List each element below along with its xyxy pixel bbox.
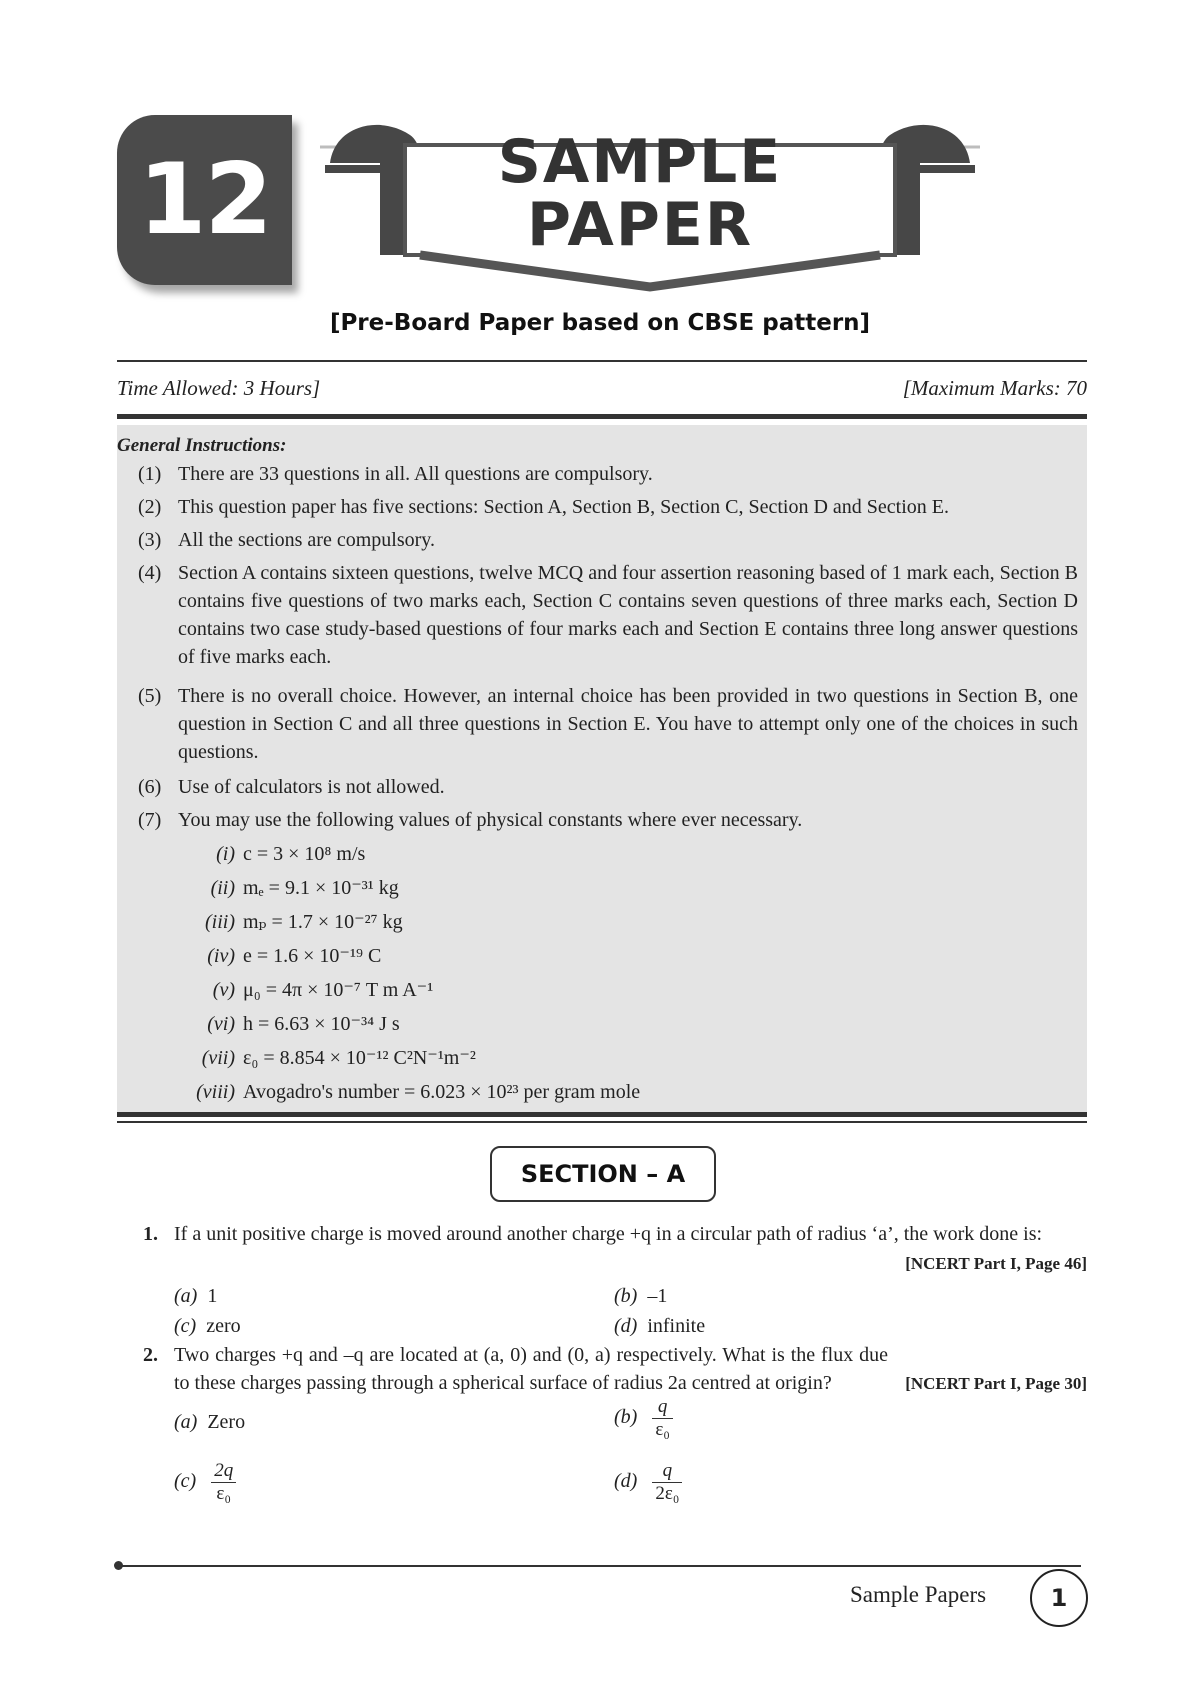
- instruction-item: (7) You may use the following values of physical constants where ever necessary.: [138, 809, 803, 831]
- constant-item: (iv) e = 1.6 × 10⁻¹⁹ C: [207, 945, 382, 967]
- question-2-option-c: (c) $\frac{2q}{\text{ε₀}}$: [174, 1460, 236, 1505]
- divider-top: [117, 360, 1087, 362]
- question-1: 1. If a unit positive charge is moved around another charge +q in a circular path of radius ‘a’, the work done is:: [143, 1223, 1043, 1245]
- divider-double-top: [117, 414, 1087, 419]
- title-line-1: SAMPLE: [497, 127, 783, 197]
- question-2: 2. Two charges +q and –q are located at (a, 0) and (0, a) respectively. What is the flux due to these charges passing through a spherical surface of radius 2a centred at origin?: [143, 1344, 888, 1394]
- instruction-item: (3) All the sections are compulsory.: [138, 529, 435, 551]
- instruction-item: (2) This question paper has five sections: Section A, Section B, Section C, Section D and Section E.: [138, 496, 949, 518]
- constant-item: (vi) h = 6.63 × 10⁻³⁴ J s: [207, 1013, 400, 1035]
- footer-line: [117, 1565, 1081, 1567]
- paper-subtitle: [Pre-Board Paper based on CBSE pattern]: [329, 310, 871, 336]
- question-1-option-a: (a) 1: [174, 1285, 218, 1307]
- paper-number: 12: [138, 143, 271, 257]
- divider-double-bottom-thin: [117, 1121, 1087, 1123]
- instruction-item: (6) Use of calculators is not allowed.: [138, 776, 445, 798]
- page-number: 1: [1030, 1569, 1088, 1627]
- section-a-heading: SECTION – A: [490, 1146, 716, 1202]
- instruction-item: (5) There is no overall choice. However, an internal choice has been provided in two questions in Section B, one question in Section C and all three questions in Section E. You have to attempt only one of the choices in such questions.: [138, 685, 1078, 763]
- question-2-option-a: (a) Zero: [174, 1411, 246, 1433]
- constant-item: (ii) mₑ = 9.1 × 10⁻³¹ kg: [210, 877, 399, 899]
- constant-item: (vii) ε₀ = 8.854 × 10⁻¹² C²N⁻¹m⁻²: [201, 1047, 476, 1069]
- constant-item: (viii) Avogadro's number = 6.023 × 10²³ per gram mole: [196, 1081, 641, 1103]
- constant-item: (i) c = 3 × 10⁸ m/s: [216, 843, 366, 865]
- footer-dot-icon: [114, 1561, 123, 1570]
- question-1-option-c: (c) zero: [174, 1315, 241, 1337]
- question-2-option-d: (d) $\frac{q}{\text{2ε₀}}$: [614, 1460, 682, 1505]
- constant-item: (v) μ₀ = 4π × 10⁻⁷ T m A⁻¹: [212, 979, 434, 1001]
- general-instructions-title: General Instructions:: [117, 435, 287, 456]
- footer-label: Sample Papers: [850, 1582, 987, 1607]
- question-1-reference: [NCERT Part I, Page 46]: [905, 1254, 1087, 1273]
- question-1-option-b: (b) –1: [614, 1285, 668, 1307]
- instruction-item: (4) Section A contains sixteen questions, twelve MCQ and four assertion reasoning based of 1 mark each, Section B contains five questions of two marks each, Section C contains seven questions of three marks each, Section D contains two case study-based questions of four marks each and Section E contains three long answer questions of five marks each.: [138, 562, 1078, 668]
- instruction-item: (1) There are 33 questions in all. All questions are compulsory.: [138, 463, 653, 485]
- divider-double-bottom: [117, 1112, 1087, 1117]
- question-2-reference: [NCERT Part I, Page 30]: [905, 1374, 1087, 1393]
- title-line-2: PAPER: [526, 190, 754, 260]
- maximum-marks: [Maximum Marks: 70: [902, 376, 1087, 400]
- question-2-option-b: (b) $\frac{q}{\text{ε₀}}$: [614, 1396, 673, 1441]
- question-1-option-d: (d) infinite: [614, 1315, 706, 1337]
- time-allowed: Time Allowed: 3 Hours]: [117, 376, 321, 400]
- constant-item: (iii) mₚ = 1.7 × 10⁻²⁷ kg: [205, 911, 403, 933]
